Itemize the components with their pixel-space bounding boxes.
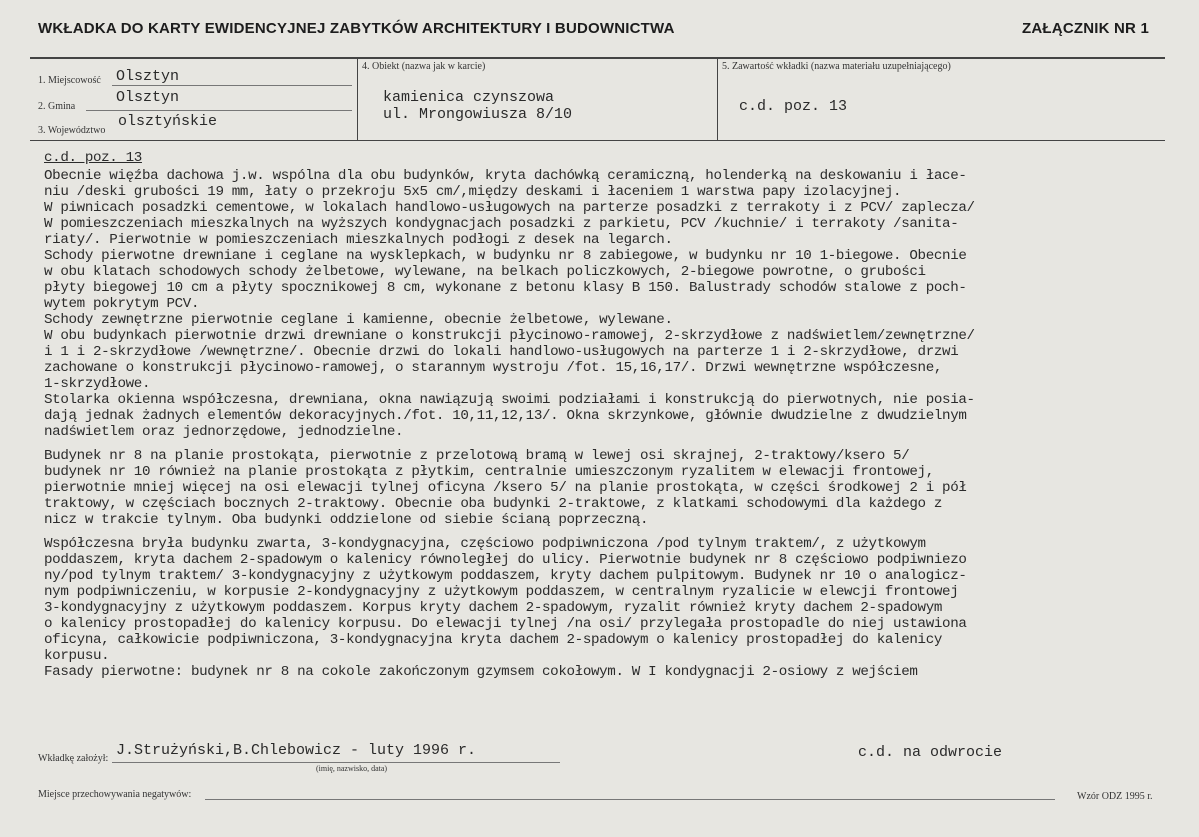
miejsce-underline <box>205 799 1055 800</box>
obiekt-label: 4. Obiekt (nazwa jak w karcie) <box>362 61 486 72</box>
body-line: 3-kondygnacyjny z użytkowym poddaszem. Korpus kryty dachem 2-spadowym, ryzalit również kryty dachem 2-spadowym <box>44 600 943 616</box>
body-line: W pomieszczeniach mieszkalnych na wyższych kondygnacjach posadzki z parkietu, PCV /kuchnie/ i terrakoty /sanita- <box>44 216 959 232</box>
wkladke-sublabel: (imię, nazwisko, data) <box>316 764 388 773</box>
miejsce-label: Miejsce przechowywania negatywów: <box>38 789 192 800</box>
continuation-note: c.d. na odwrocie <box>858 744 1003 761</box>
wojewodztwo-value: olsztyńskie <box>118 113 218 130</box>
zawartosc-value: c.d. poz. 13 <box>739 98 848 115</box>
form-title: WKŁADKA DO KARTY EWIDENCYJNEJ ZABYTKÓW ARCHITEKTURY I BUDOWNICTWA <box>38 20 675 37</box>
body-line: W piwnicach posadzki cementowe, w lokalach handlowo-usługowych na parterze posadzki z terrakoty i z PCV/ zaplecza/ <box>44 200 975 216</box>
wkladke-underline <box>112 762 560 763</box>
attachment-number: ZAŁĄCZNIK NR 1 <box>1022 20 1149 37</box>
header-rule <box>30 57 1165 59</box>
miejscowosc-label: 1. Miejscowość <box>38 75 101 86</box>
body-line: dają jednak żadnych elementów dekoracyjnych./fot. 10,11,12,13/. Okna skrzynkowe, głównie dwudzielne z dwudzielnym <box>44 408 967 424</box>
wkladke-value: J.Strużyński,B.Chlebowicz - luty 1996 r. <box>116 742 477 759</box>
body-line: zachowane o konstrukcji płycinowo-ramowej, o starannym wystroju /fot. 15,16,17/. Drzwi wewnętrzne współczesne, <box>44 360 943 376</box>
fields-bottom-rule <box>30 140 1165 141</box>
body-line: Stolarka okienna współczesna, drewniana, okna nawiązują swoimi podziałami i konstrukcją do pierwotnych, nie posia- <box>44 392 975 408</box>
gmina-label: 2. Gmina <box>38 101 76 112</box>
body-line: wytem pokrytym PCV. <box>44 296 200 312</box>
body-line: i 1 i 2-skrzydłowe /wewnętrzne/. Obecnie drzwi do lokali handlowo-usługowych na parterze 1 i 2-skrzydłowe, drzwi <box>44 344 959 360</box>
body-line: oficyna, całkowicie podpiwniczona, 3-kondygnacyjna kryta dachem 2-spadowym o kalenicy prostopadłej do kalenicy <box>44 632 943 648</box>
body-line: niu /deski grubości 19 mm, łaty o przekroju 5x5 cm/,między deskami i łaceniem 1 warstwa papy izolacyjnej. <box>44 184 902 200</box>
body-line: nym podpiwniczeniu, w korpusie 2-kondygnacyjny z użytkowym poddaszem, w centralnym ryzalicie w elewcji frontowej <box>44 584 959 600</box>
body-heading: c.d. poz. 13 <box>44 150 142 166</box>
gmina-underline <box>86 110 352 111</box>
body-line: o kalenicy prostopadłej do kalenicy korpusu. Do elewacji tylnej /na osi/ przylegała prostopadle do niej ustawiona <box>44 616 967 632</box>
body-line: riaty/. Pierwotnie w pomieszczeniach mieszkalnych podłogi z desek na legarch. <box>44 232 673 248</box>
body-line: budynek nr 10 również na planie prostokąta z płytkim, centralnie umieszczonym ryzalitem w elewacji frontowej, <box>44 464 934 480</box>
divider-right <box>717 58 718 140</box>
wkladke-label: Wkładkę założył: <box>38 753 109 764</box>
body-line: w obu klatach schodowych schody żelbetowe, wylewane, na belkach policzkowych, 2-biegowe powrotne, o grubości <box>44 264 926 280</box>
body-line: korpusu. <box>44 648 110 664</box>
body-line: 1-skrzydłowe. <box>44 376 151 392</box>
body-line: traktowy, w częściach bocznych 2-traktowy. Obecnie oba budynki 2-traktowe, z klatkami schodowymi dla każdego z <box>44 496 943 512</box>
obiekt-line2: ul. Mrongowiusza 8/10 <box>383 106 573 123</box>
body-line: Współczesna bryła budynku zwarta, 3-kondygnacyjna, częściowo podpiwniczona /pod tylnym traktem/, z użytkowym <box>44 536 926 552</box>
wojewodztwo-label: 3. Województwo <box>38 125 106 136</box>
body-line: Schody pierwotne drewniane i ceglane na wysklepkach, w budynku nr 8 zabiegowe, w budynku nr 10 1-biegowe. Obecnie <box>44 248 967 264</box>
body-line: ny/pod tylnym traktem/ 3-kondygnacyjny z użytkowym poddaszem, kryty dachem pulpitowym. Budynek nr 10 o analogicz- <box>44 568 967 584</box>
form-version: Wzór ODZ 1995 r. <box>1077 791 1153 802</box>
zawartosc-label: 5. Zawartość wkładki (nazwa materiału uzupełniającego) <box>722 61 951 72</box>
body-line: płyty biegowej 10 cm a płyty spocznikowej 8 cm, wykonane z betonu klasy B 150. Balustrady schodów stalowe z poch- <box>44 280 967 296</box>
miejscowosc-underline <box>112 85 352 86</box>
body-line: pierwotnie mniej więcej na osi elewacji tylnej oficyna /ksero 5/ na planie prostokąta, w części środkowej 2 i pół <box>44 480 967 496</box>
divider-left <box>357 58 358 140</box>
body-line: poddaszem, kryta dachem 2-spadowym o kalenicy równoległej do ulicy. Pierwotnie budynek nr 8 częściowo podpiwniezo <box>44 552 967 568</box>
body-line: nadświetlem oraz jednorzędowe, jednodzielne. <box>44 424 404 440</box>
body-line: W obu budynkach pierwotnie drzwi drewniane o konstrukcji płycinowo-ramowej, 2-skrzydłowe z nadświetlem/zewnętrzne/ <box>44 328 975 344</box>
body-line: Budynek nr 8 na planie prostokąta, pierwotnie z przelotową bramą w lewej osi skrajnej, 2-traktowy/ksero 5/ <box>44 448 910 464</box>
gmina-value: Olsztyn <box>116 89 180 106</box>
body-line: nicz w trakcie tylnym. Oba budynki oddzielone od siebie ścianą poprzeczną. <box>44 512 649 528</box>
obiekt-line1: kamienica czynszowa <box>383 89 555 106</box>
body-line: Obecnie więźba dachowa j.w. wspólna dla obu budynków, kryta dachówką ceramiczną, holenderką na deskowaniu i łace- <box>44 168 967 184</box>
body-line: Fasady pierwotne: budynek nr 8 na cokole zakończonym gzymsem cokołowym. W I kondygnacji 2-osiowy z wejściem <box>44 664 918 680</box>
body-line: Schody zewnętrzne pierwotnie ceglane i kamienne, obecnie żelbetowe, wylewane. <box>44 312 673 328</box>
miejscowosc-value: Olsztyn <box>116 68 180 85</box>
